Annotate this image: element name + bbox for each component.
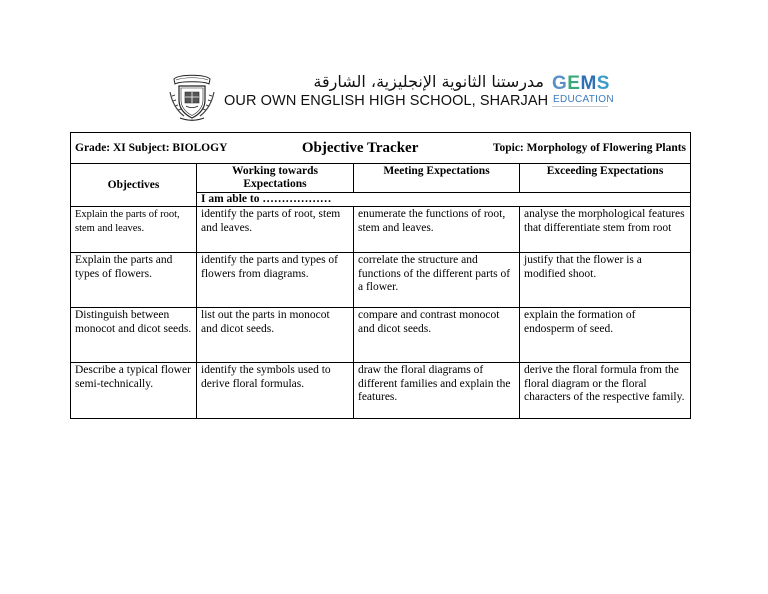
tracker-title-bar — [75, 140, 686, 157]
objective-cell: Explain the parts of root, stem and leaves. — [71, 207, 197, 253]
school-name-arabic: مدرستنا الثانوية الإنجليزية، الشارقة — [313, 72, 544, 91]
exceeding-cell: justify that the flower is a modified shoot. — [520, 253, 691, 308]
meeting-cell: compare and contrast monocot and dicot seeds. — [354, 308, 520, 363]
column-header-row — [71, 164, 691, 193]
school-name-english: OUR OWN ENGLISH HIGH SCHOOL, SHARJAH — [224, 93, 549, 109]
table-row — [71, 308, 691, 363]
table-row — [71, 363, 691, 419]
school-header — [166, 70, 612, 122]
gems-divider — [552, 106, 608, 107]
objective-cell: Explain the parts and types of flowers. — [71, 253, 197, 308]
table-row — [71, 253, 691, 308]
tracker-title: Objective Tracker — [301, 139, 419, 156]
meeting-cell: enumerate the functions of root, stem and leaves. — [354, 207, 520, 253]
gems-letter-s: S — [596, 73, 610, 94]
grade-subject: Grade: XI Subject: BIOLOGY — [75, 142, 228, 154]
objective-cell: Describe a typical flower semi-technically. — [71, 363, 197, 419]
tracker-topic: Topic: Morphology of Flowering Plants — [492, 142, 687, 154]
working-cell: identify the parts of root, stem and leaves. — [197, 207, 354, 253]
gems-letter-m: M — [580, 73, 597, 94]
gems-letter-e: E — [567, 73, 581, 94]
working-cell: list out the parts in monocot and dicot seeds. — [197, 308, 354, 363]
meeting-cell: draw the floral diagrams of different families and explain the features. — [354, 363, 520, 419]
exceeding-cell: analyse the morphological features that differentiate stem from root — [520, 207, 691, 253]
school-crest-icon — [166, 70, 218, 122]
working-cell: identify the parts and types of flowers from diagrams. — [197, 253, 354, 308]
tracker-title-row — [71, 133, 691, 164]
column-header-working: Working towards Expectations — [197, 164, 354, 193]
working-cell: identify the symbols used to derive floral formulas. — [197, 363, 354, 419]
gems-logo — [552, 74, 608, 94]
objective-cell: Distinguish between monocot and dicot seeds. — [71, 308, 197, 363]
gems-letter-g: G — [552, 73, 568, 94]
gems-education-label: EDUCATION — [553, 94, 614, 105]
column-header-meeting: Meeting Expectations — [354, 164, 520, 193]
meeting-cell: correlate the structure and functions of the different parts of a flower. — [354, 253, 520, 308]
column-header-objectives: Objectives — [71, 164, 197, 207]
objective-tracker-table — [70, 132, 691, 419]
exceeding-cell: derive the floral formula from the floral diagram or the floral characters of the respective family. — [520, 363, 691, 419]
column-header-exceeding: Exceeding Expectations — [520, 164, 691, 193]
exceeding-cell: explain the formation of endosperm of seed. — [520, 308, 691, 363]
able-to-label: I am able to ……………… — [197, 193, 691, 207]
table-row — [71, 207, 691, 253]
tracker-title-cell — [71, 133, 691, 164]
